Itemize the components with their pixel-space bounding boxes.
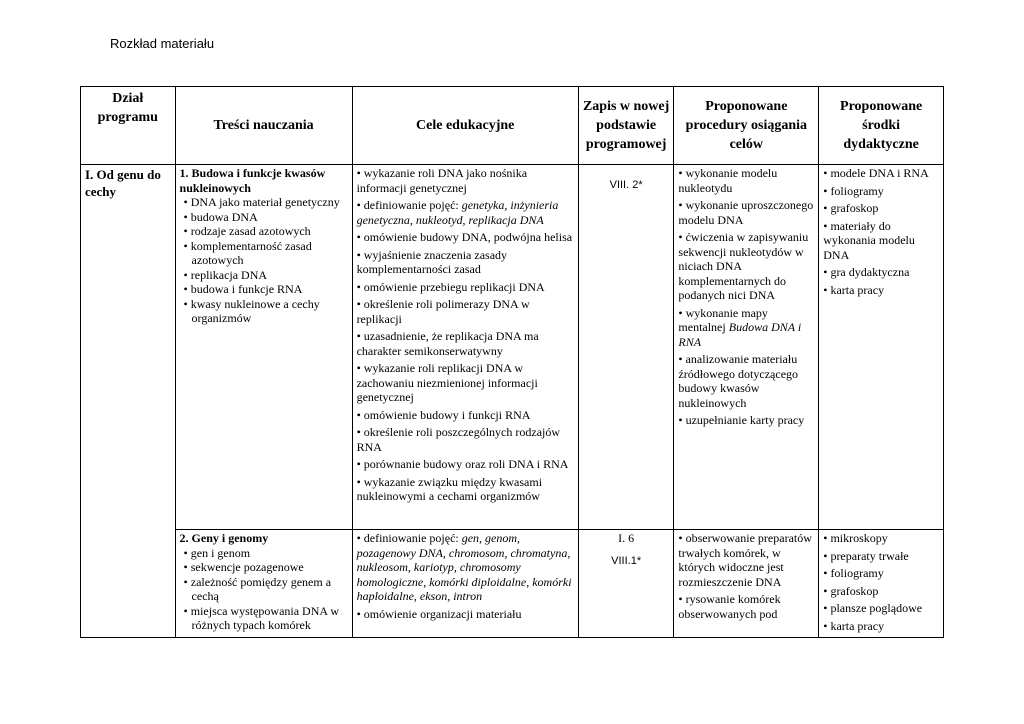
list-item: • gra dydaktyczna: [823, 265, 939, 280]
list-item-italic: genetyka, inżynieria genetyczna, nukleotyd: [356, 198, 559, 227]
list-item: • wykonanie modelu nukleotydu: [678, 166, 814, 195]
list-item: • karta pracy: [823, 619, 939, 634]
list-item: • obserwowanie preparatów trwałych komórek, w których widoczne jest rozmieszczenie DNA: [678, 531, 814, 589]
list-item: • miejsca występowania DNA w różnych typach komórek: [182, 604, 348, 633]
list-item: • komplementarność zasad azotowych: [182, 239, 348, 268]
list-item: • omówienie organizacji materiału: [357, 607, 574, 622]
list-item: • rodzaje zasad azotowych: [182, 224, 348, 239]
srodki-cell: [819, 530, 944, 638]
list-item: • gen i genom: [182, 546, 348, 561]
list-item: • porównanie budowy oraz roli DNA i RNA: [357, 457, 574, 472]
header-dzial: Dział programu: [81, 87, 176, 165]
list-item-text: definiowanie pojęć:: [363, 531, 462, 545]
list-item: • omówienie budowy i funkcji RNA: [357, 408, 574, 423]
list-item: • modele DNA i RNA: [823, 166, 939, 181]
list-item: • wykazanie związku między kwasami nukleinowymi a cechami organizmów: [357, 475, 574, 504]
list-item: • mikroskopy: [823, 531, 939, 546]
list-item: • grafoskop: [823, 584, 939, 599]
header-procedury: Proponowane procedury osiągania celów: [674, 87, 819, 165]
list-item: • uzupełnianie karty pracy: [678, 413, 814, 428]
list-item-italic: replikacja DNA: [468, 212, 544, 227]
srodki-cell: [819, 165, 944, 530]
zapis-code: I. 6: [618, 531, 635, 545]
list-item: • kwasy nukleinowe a cechy organizmów: [182, 297, 348, 326]
table-row: [81, 530, 944, 638]
list-item: • grafoskop: [823, 201, 939, 216]
list-item: • budowa DNA: [182, 210, 348, 225]
list-item: • materiały do wykonania modelu DNA: [823, 219, 939, 263]
section-title: I. Od genu do cechy: [85, 167, 161, 199]
list-item-text: ,: [526, 574, 533, 589]
zapis-code: VIII. 2*: [609, 179, 643, 191]
list-item: • sekwencje pozagenowe: [182, 560, 348, 575]
list-item-text: ,: [413, 589, 420, 603]
list-item-italic: Budowa DNA i RNA: [678, 320, 802, 349]
list-item: [678, 306, 814, 350]
cele-cell: [352, 530, 578, 638]
list-item: • omówienie budowy DNA, podwójna helisa: [357, 230, 574, 245]
list-item: • określenie roli polimerazy DNA w replikacji: [357, 297, 574, 326]
list-item: • uzasadnienie, że replikacja DNA ma charakter semikonserwatywny: [357, 329, 574, 358]
list-item: • zależność pomiędzy genem a cechą: [182, 575, 348, 604]
list-item: • ćwiczenia w zapisywaniu sekwencji nukleotydów w niciach DNA komplementarnych do podanych nici DNA: [678, 230, 814, 303]
list-item: • preparaty trwałe: [823, 549, 939, 564]
list-item: • wykazanie roli replikacji DNA w zachowaniu niezmienionej informacji genetycznej: [357, 361, 574, 405]
zapis-code: VIII.1*: [611, 554, 642, 567]
list-item: • określenie roli poszczególnych rodzajów RNA: [357, 425, 574, 454]
list-item: [357, 531, 574, 604]
zapis-cell: [578, 530, 674, 638]
curriculum-table: [80, 86, 944, 638]
list-item: • omówienie przebiegu replikacji DNA: [357, 280, 574, 295]
list-item: • DNA jako materiał genetyczny: [182, 195, 348, 210]
list-item-text: definiowanie pojęć:: [363, 198, 462, 212]
list-item: • foliogramy: [823, 184, 939, 199]
header-zapis: Zapis w nowej podstawie programowej: [578, 87, 674, 165]
procedury-cell: [674, 165, 819, 530]
cele-cell: [352, 165, 578, 530]
list-item: • foliogramy: [823, 566, 939, 581]
list-item-text: wykonanie mapy mentalnej: [678, 305, 768, 334]
list-item-text: ,: [462, 212, 469, 227]
section-cell: [81, 165, 176, 638]
list-item: • replikacja DNA: [182, 268, 348, 283]
list-item: • rysowanie komórek obserwowanych pod: [678, 592, 814, 621]
list-item: • budowa i funkcje RNA: [182, 282, 348, 297]
list-item-italic: gen, genom, pozagenowy DNA, chromosom, chromatyna, nukleosom, kariotyp, chromosomy homologiczne, komórki diploidalne: [356, 531, 571, 589]
list-item: • plansze poglądowe: [823, 601, 939, 616]
list-item: • karta pracy: [823, 283, 939, 298]
list-item-italic: komórki haploidalne: [356, 574, 572, 603]
header-cele: Cele edukacyjne: [352, 87, 578, 165]
topic-title: 1. Budowa i funkcje kwasów nukleinowych: [179, 166, 326, 195]
list-item: • wykonanie uproszczonego modelu DNA: [678, 198, 814, 227]
document-header: Rozkład materiału: [110, 36, 215, 51]
list-item: • wyjaśnienie znaczenia zasady komplementarności zasad: [357, 248, 574, 277]
zapis-cell: [578, 165, 674, 530]
header-srodki: Proponowane środki dydaktyczne: [819, 87, 944, 165]
header-tresci: Treści nauczania: [175, 87, 352, 165]
list-item: [357, 198, 574, 227]
list-item: • wykazanie roli DNA jako nośnika informacji genetycznej: [357, 166, 574, 195]
table-header-row: [81, 87, 944, 165]
table-row: [81, 165, 944, 530]
topic-title: 2. Geny i genomy: [179, 531, 269, 545]
tresci-cell: [175, 165, 352, 530]
procedury-cell: [674, 530, 819, 638]
list-item: • analizowanie materiału źródłowego dotyczącego budowy kwasów nukleinowych: [678, 352, 814, 410]
list-item-italic: ekson, intron: [419, 589, 483, 603]
tresci-cell: [175, 530, 352, 638]
